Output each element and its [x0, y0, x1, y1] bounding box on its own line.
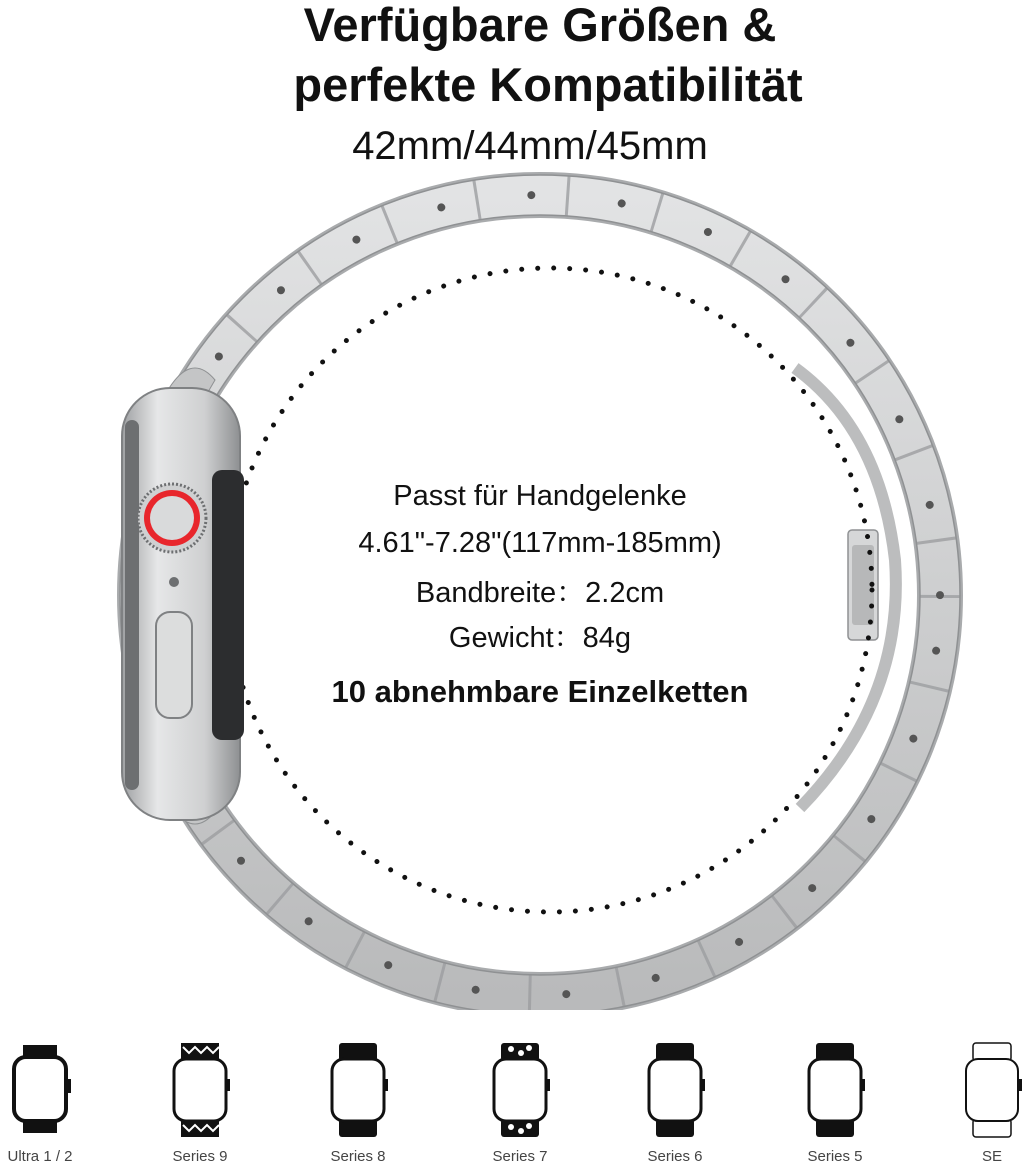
compat-label: Series 9	[172, 1148, 228, 1165]
sport-band-watch-icon	[620, 1035, 730, 1145]
compat-label: SE	[981, 1148, 1002, 1165]
page-title-line-2: perfekte Kompatibilität	[293, 58, 803, 111]
size-options: 42mm/44mm/45mm	[352, 124, 708, 168]
compat-label: Series 8	[330, 1148, 386, 1165]
spec-wrist-fit: Passt für Handgelenke	[393, 480, 687, 512]
outline-watch-icon	[937, 1035, 1024, 1145]
spec-removable-links: 10 abnehmbare Einzelketten	[331, 674, 749, 709]
compat-ultra	[0, 1035, 95, 1165]
ultra-watch-icon	[0, 1035, 95, 1145]
compat-series-6	[620, 1035, 730, 1165]
nike-band-watch-icon	[465, 1035, 575, 1145]
compat-label: Series 6	[647, 1148, 703, 1165]
compat-label: Series 7	[492, 1148, 548, 1165]
braided-band-watch-icon	[145, 1035, 255, 1145]
compat-label: Series 5	[807, 1148, 863, 1165]
compat-series-8	[303, 1035, 413, 1165]
sport-band-watch-icon	[303, 1035, 413, 1145]
sport-band-watch-icon	[780, 1035, 890, 1145]
compat-series-7	[465, 1035, 575, 1165]
compat-series-9	[145, 1035, 255, 1165]
spec-band-width: Bandbreite：2.2cm	[415, 577, 665, 609]
spec-wrist-range: 4.61"-7.28"(117mm-185mm)	[358, 527, 722, 559]
compat-se	[937, 1035, 1024, 1165]
spec-weight: Gewicht：84g	[448, 622, 632, 654]
page-title-line-1: Verfügbare Größen &	[303, 0, 777, 51]
compat-label: Ultra 1 / 2	[7, 1148, 73, 1165]
compat-series-5	[780, 1035, 890, 1165]
